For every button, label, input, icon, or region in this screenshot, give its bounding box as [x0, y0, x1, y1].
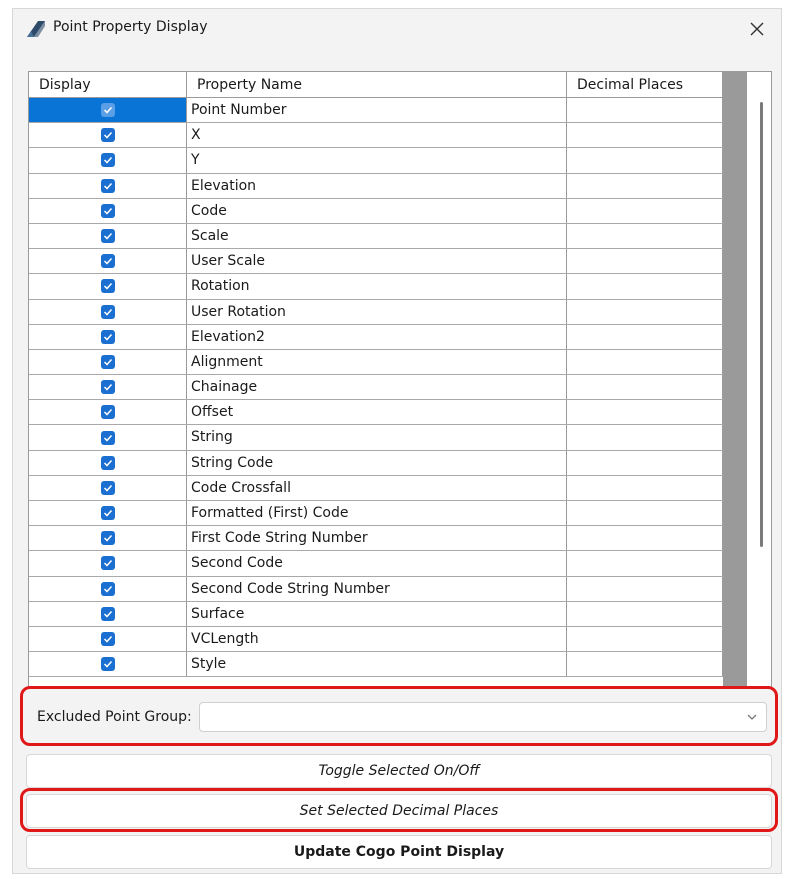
checkmark-icon — [103, 660, 113, 668]
table-row[interactable] — [29, 350, 723, 375]
table-row[interactable] — [29, 199, 723, 224]
decimal-places-cell[interactable] — [567, 551, 723, 575]
display-checkbox[interactable] — [101, 179, 115, 193]
table-row[interactable] — [29, 98, 723, 123]
display-checkbox[interactable] — [101, 279, 115, 293]
checkmark-icon — [103, 282, 113, 290]
display-checkbox[interactable] — [101, 229, 115, 243]
display-cell[interactable] — [29, 123, 187, 147]
display-checkbox[interactable] — [101, 128, 115, 142]
property-name-cell[interactable]: First Code String Number — [187, 526, 567, 550]
table-row[interactable] — [29, 602, 723, 627]
property-name-cell[interactable]: Second Code — [187, 551, 567, 575]
decimal-places-cell[interactable] — [567, 249, 723, 273]
display-cell[interactable] — [29, 375, 187, 399]
display-checkbox[interactable] — [101, 305, 115, 319]
display-checkbox[interactable] — [101, 254, 115, 268]
excluded-point-group-label: Excluded Point Group: — [37, 709, 192, 725]
checkmark-icon — [103, 358, 113, 366]
table-row[interactable] — [29, 577, 723, 602]
property-name-cell[interactable]: Rotation — [187, 274, 567, 298]
display-checkbox[interactable] — [101, 405, 115, 419]
display-checkbox[interactable] — [101, 380, 115, 394]
decimal-places-cell[interactable] — [567, 577, 723, 601]
checkmark-icon — [103, 484, 113, 492]
display-checkbox[interactable] — [101, 506, 115, 520]
checkmark-icon — [103, 585, 113, 593]
checkmark-icon — [103, 207, 113, 215]
property-name-cell[interactable]: Formatted (First) Code — [187, 501, 567, 525]
decimal-places-cell[interactable] — [567, 148, 723, 172]
table-row[interactable] — [29, 652, 723, 677]
checkmark-icon — [103, 257, 113, 265]
display-checkbox[interactable] — [101, 355, 115, 369]
checkmark-icon — [103, 232, 113, 240]
display-cell[interactable] — [29, 577, 187, 601]
title-bar — [13, 9, 781, 49]
decimal-places-cell[interactable] — [567, 325, 723, 349]
table-row[interactable] — [29, 148, 723, 173]
checkmark-icon — [103, 131, 113, 139]
checkmark-icon — [103, 308, 113, 316]
display-cell[interactable] — [29, 274, 187, 298]
decimal-places-cell[interactable] — [567, 123, 723, 147]
display-cell[interactable] — [29, 476, 187, 500]
survey-app-icon — [26, 20, 46, 38]
table-row[interactable] — [29, 627, 723, 652]
decimal-places-cell[interactable] — [567, 199, 723, 223]
vertical-scrollbar[interactable] — [723, 72, 772, 689]
toggle-selected-button[interactable]: Toggle Selected On/Off — [26, 754, 772, 788]
checkmark-icon — [103, 559, 113, 567]
decimal-places-cell[interactable] — [567, 300, 723, 324]
property-name-cell[interactable]: Scale — [187, 224, 567, 248]
table-row[interactable] — [29, 551, 723, 576]
table-row[interactable] — [29, 425, 723, 450]
display-cell[interactable] — [29, 199, 187, 223]
display-cell[interactable] — [29, 526, 187, 550]
checkmark-icon — [103, 106, 113, 114]
property-name-cell[interactable]: Elevation2 — [187, 325, 567, 349]
property-name-cell[interactable]: Style — [187, 652, 567, 676]
display-checkbox[interactable] — [101, 431, 115, 445]
decimal-places-cell[interactable] — [567, 476, 723, 500]
table-row[interactable] — [29, 274, 723, 299]
display-cell[interactable] — [29, 325, 187, 349]
display-checkbox[interactable] — [101, 330, 115, 344]
property-name-cell[interactable]: User Rotation — [187, 300, 567, 324]
table-row[interactable] — [29, 476, 723, 501]
decimal-places-cell[interactable] — [567, 526, 723, 550]
table-row[interactable] — [29, 526, 723, 551]
property-name-cell[interactable]: Offset — [187, 400, 567, 424]
property-name-cell[interactable]: Code Crossfall — [187, 476, 567, 500]
excluded-point-group-panel — [20, 686, 778, 746]
column-header-decimal-places[interactable]: Decimal Places — [567, 72, 723, 98]
property-name-cell[interactable]: String Code — [187, 451, 567, 475]
decimal-places-cell[interactable] — [567, 98, 723, 122]
display-cell[interactable] — [29, 249, 187, 273]
table-row[interactable] — [29, 375, 723, 400]
display-cell[interactable] — [29, 451, 187, 475]
display-checkbox[interactable] — [101, 153, 115, 167]
table-row[interactable] — [29, 325, 723, 350]
checkmark-icon — [103, 408, 113, 416]
checkmark-icon — [103, 610, 113, 618]
property-name-cell[interactable]: Surface — [187, 602, 567, 626]
display-cell[interactable] — [29, 627, 187, 651]
grid-body — [29, 98, 723, 677]
table-row[interactable] — [29, 224, 723, 249]
display-checkbox[interactable] — [101, 657, 115, 671]
decimal-places-cell[interactable] — [567, 627, 723, 651]
table-row[interactable] — [29, 249, 723, 274]
table-row[interactable] — [29, 501, 723, 526]
scrollbar-thumb[interactable] — [760, 102, 763, 547]
display-cell[interactable] — [29, 300, 187, 324]
table-row[interactable] — [29, 123, 723, 148]
checkmark-icon — [103, 459, 113, 467]
set-decimal-places-button[interactable]: Set Selected Decimal Places — [26, 794, 772, 828]
column-header-property-name[interactable]: Property Name — [187, 72, 567, 98]
display-cell[interactable] — [29, 400, 187, 424]
display-cell[interactable] — [29, 148, 187, 172]
grid-header — [29, 72, 723, 98]
checkmark-icon — [103, 534, 113, 542]
property-name-cell[interactable]: Code — [187, 199, 567, 223]
display-cell[interactable] — [29, 501, 187, 525]
property-grid — [28, 71, 772, 690]
display-cell[interactable] — [29, 98, 187, 122]
decimal-places-cell[interactable] — [567, 274, 723, 298]
decimal-places-cell[interactable] — [567, 652, 723, 676]
checkmark-icon — [103, 156, 113, 164]
property-name-cell[interactable]: Point Number — [187, 98, 567, 122]
display-checkbox[interactable] — [101, 481, 115, 495]
decimal-places-cell[interactable] — [567, 224, 723, 248]
table-row[interactable] — [29, 300, 723, 325]
display-checkbox[interactable] — [101, 556, 115, 570]
display-cell[interactable] — [29, 174, 187, 198]
point-property-dialog — [12, 8, 782, 874]
table-row[interactable] — [29, 174, 723, 199]
display-checkbox[interactable] — [101, 456, 115, 470]
display-checkbox[interactable] — [101, 607, 115, 621]
decimal-places-cell[interactable] — [567, 400, 723, 424]
column-header-display[interactable]: Display — [29, 72, 187, 98]
decimal-places-cell[interactable] — [567, 174, 723, 198]
checkmark-icon — [103, 509, 113, 517]
display-checkbox[interactable] — [101, 103, 115, 117]
display-cell[interactable] — [29, 602, 187, 626]
property-name-cell[interactable]: Alignment — [187, 350, 567, 374]
display-cell[interactable] — [29, 224, 187, 248]
checkmark-icon — [103, 434, 113, 442]
table-row[interactable] — [29, 451, 723, 476]
excluded-point-group-dropdown[interactable] — [199, 702, 767, 732]
display-checkbox[interactable] — [101, 531, 115, 545]
chevron-down-icon — [746, 712, 758, 722]
property-name-cell[interactable]: Chainage — [187, 375, 567, 399]
checkmark-icon — [103, 635, 113, 643]
display-cell[interactable] — [29, 350, 187, 374]
decimal-places-cell[interactable] — [567, 375, 723, 399]
property-name-cell[interactable]: User Scale — [187, 249, 567, 273]
property-name-cell[interactable]: Elevation — [187, 174, 567, 198]
window-title: Point Property Display — [53, 19, 208, 35]
checkmark-icon — [103, 182, 113, 190]
property-name-cell[interactable]: Second Code String Number — [187, 577, 567, 601]
decimal-places-cell[interactable] — [567, 425, 723, 449]
decimal-places-cell[interactable] — [567, 602, 723, 626]
display-checkbox[interactable] — [101, 204, 115, 218]
display-cell[interactable] — [29, 551, 187, 575]
property-name-cell[interactable]: X — [187, 123, 567, 147]
display-checkbox[interactable] — [101, 582, 115, 596]
display-checkbox[interactable] — [101, 632, 115, 646]
decimal-places-cell[interactable] — [567, 350, 723, 374]
property-name-cell[interactable]: VCLength — [187, 627, 567, 651]
checkmark-icon — [103, 383, 113, 391]
checkmark-icon — [103, 333, 113, 341]
decimal-places-cell[interactable] — [567, 501, 723, 525]
table-row[interactable] — [29, 400, 723, 425]
property-name-cell[interactable]: String — [187, 425, 567, 449]
close-icon — [750, 22, 764, 36]
property-name-cell[interactable]: Y — [187, 148, 567, 172]
scrollbar-gutter — [723, 72, 747, 689]
update-cogo-point-display-button[interactable]: Update Cogo Point Display — [26, 835, 772, 869]
display-cell[interactable] — [29, 652, 187, 676]
close-button[interactable] — [741, 13, 773, 45]
display-cell[interactable] — [29, 425, 187, 449]
decimal-places-cell[interactable] — [567, 451, 723, 475]
